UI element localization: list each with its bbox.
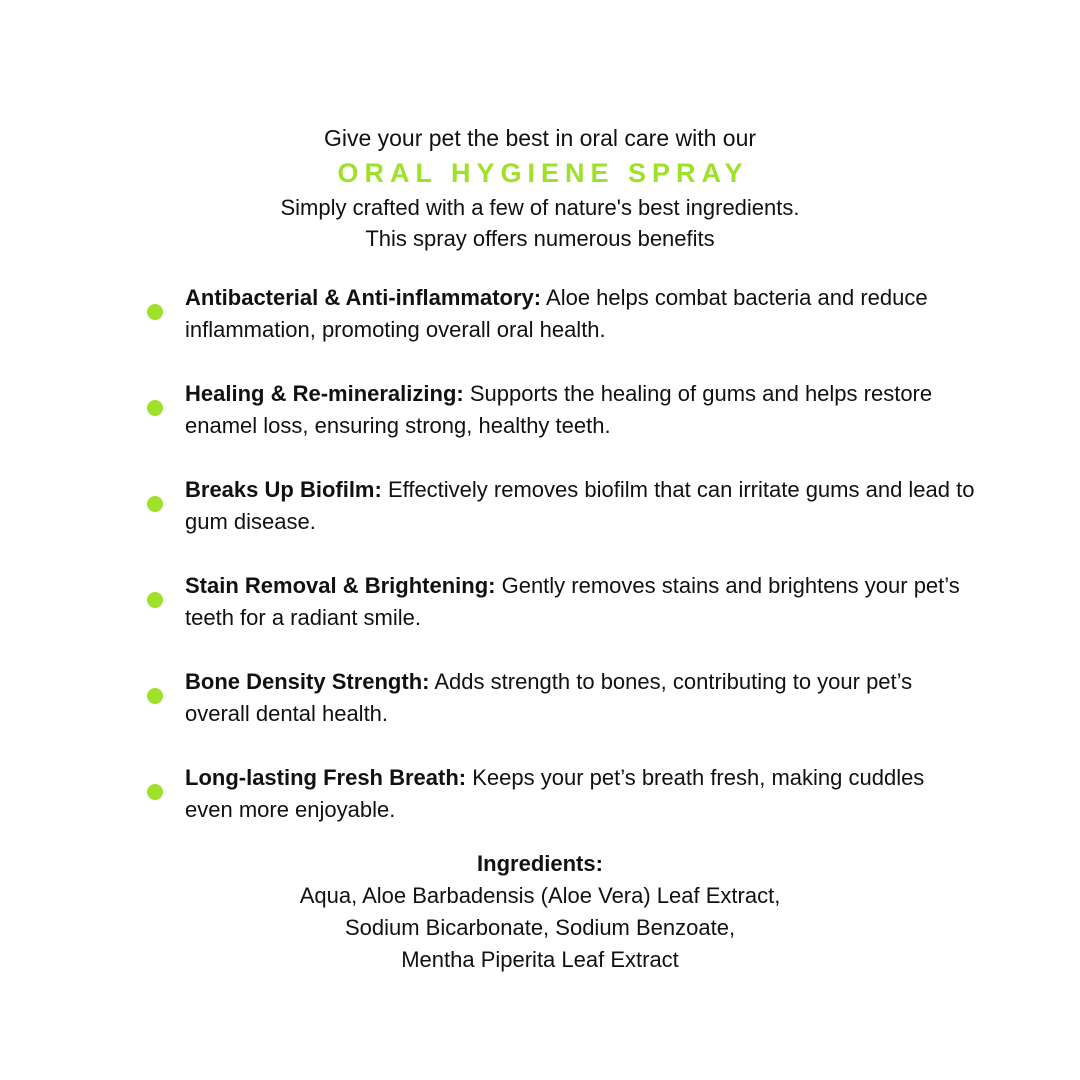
benefit-description: Keeps your pet’s breath fresh, making cuddles even more enjoyable.: [185, 765, 925, 822]
benefit-text: [185, 762, 975, 826]
green-dot-bullet-icon: [147, 592, 163, 608]
benefit-item-biofilm: [0, 474, 1080, 554]
benefit-item-healing: [0, 378, 1080, 458]
ingredients-heading: Ingredients:: [477, 851, 603, 876]
benefit-title: Healing & Re-mineralizing:: [185, 381, 464, 406]
benefit-title: Stain Removal & Brightening:: [185, 573, 496, 598]
green-dot-bullet-icon: [147, 304, 163, 320]
benefit-text: [185, 282, 975, 346]
benefit-description: Aloe helps combat bacteria and reduce inflammation, promoting overall oral health.: [185, 285, 928, 342]
benefit-description: Supports the healing of gums and helps restore enamel loss, ensuring strong, healthy teeth.: [185, 381, 933, 438]
benefit-text: [185, 378, 975, 442]
intro-lead: Give your pet the best in oral care with our: [323, 125, 757, 151]
green-dot-bullet-icon: [147, 496, 163, 512]
ingredients-section: [0, 848, 1080, 976]
benefit-item-bone-density: [0, 666, 1080, 746]
intro-sub-line-1: Simply crafted with a few of nature's best ingredients.: [280, 195, 800, 220]
green-dot-bullet-icon: [147, 400, 163, 416]
ingredients-line-1: Aqua, Aloe Barbadensis (Aloe Vera) Leaf Extract,: [299, 883, 781, 908]
benefit-title: Breaks Up Biofilm:: [185, 477, 382, 502]
benefit-title: Long-lasting Fresh Breath:: [185, 765, 467, 790]
benefit-text: [185, 570, 975, 634]
green-dot-bullet-icon: [147, 784, 163, 800]
benefit-item-fresh-breath: [0, 762, 1080, 842]
benefit-description: Effectively removes biofilm that can irritate gums and lead to gum disease.: [185, 477, 975, 534]
benefit-text: [185, 666, 975, 730]
intro-section: [0, 122, 1080, 254]
intro-sub-line-2: This spray offers numerous benefits: [365, 226, 715, 251]
benefit-text: [185, 474, 975, 538]
benefit-description: Gently removes stains and brightens your pet’s teeth for a radiant smile.: [185, 573, 960, 630]
product-name: ORAL HYGIENE SPRAY: [337, 158, 749, 188]
ingredients-line-3: Mentha Piperita Leaf Extract: [401, 947, 679, 972]
benefit-title: Bone Density Strength:: [185, 669, 430, 694]
ingredients-line-2: Sodium Bicarbonate, Sodium Benzoate,: [344, 915, 736, 940]
benefit-item-antibacterial: [0, 282, 1080, 362]
benefit-item-stain-removal: [0, 570, 1080, 650]
benefit-title: Antibacterial & Anti-inflammatory:: [185, 285, 542, 310]
green-dot-bullet-icon: [147, 688, 163, 704]
benefit-description: Adds strength to bones, contributing to your pet’s overall dental health.: [185, 669, 913, 726]
